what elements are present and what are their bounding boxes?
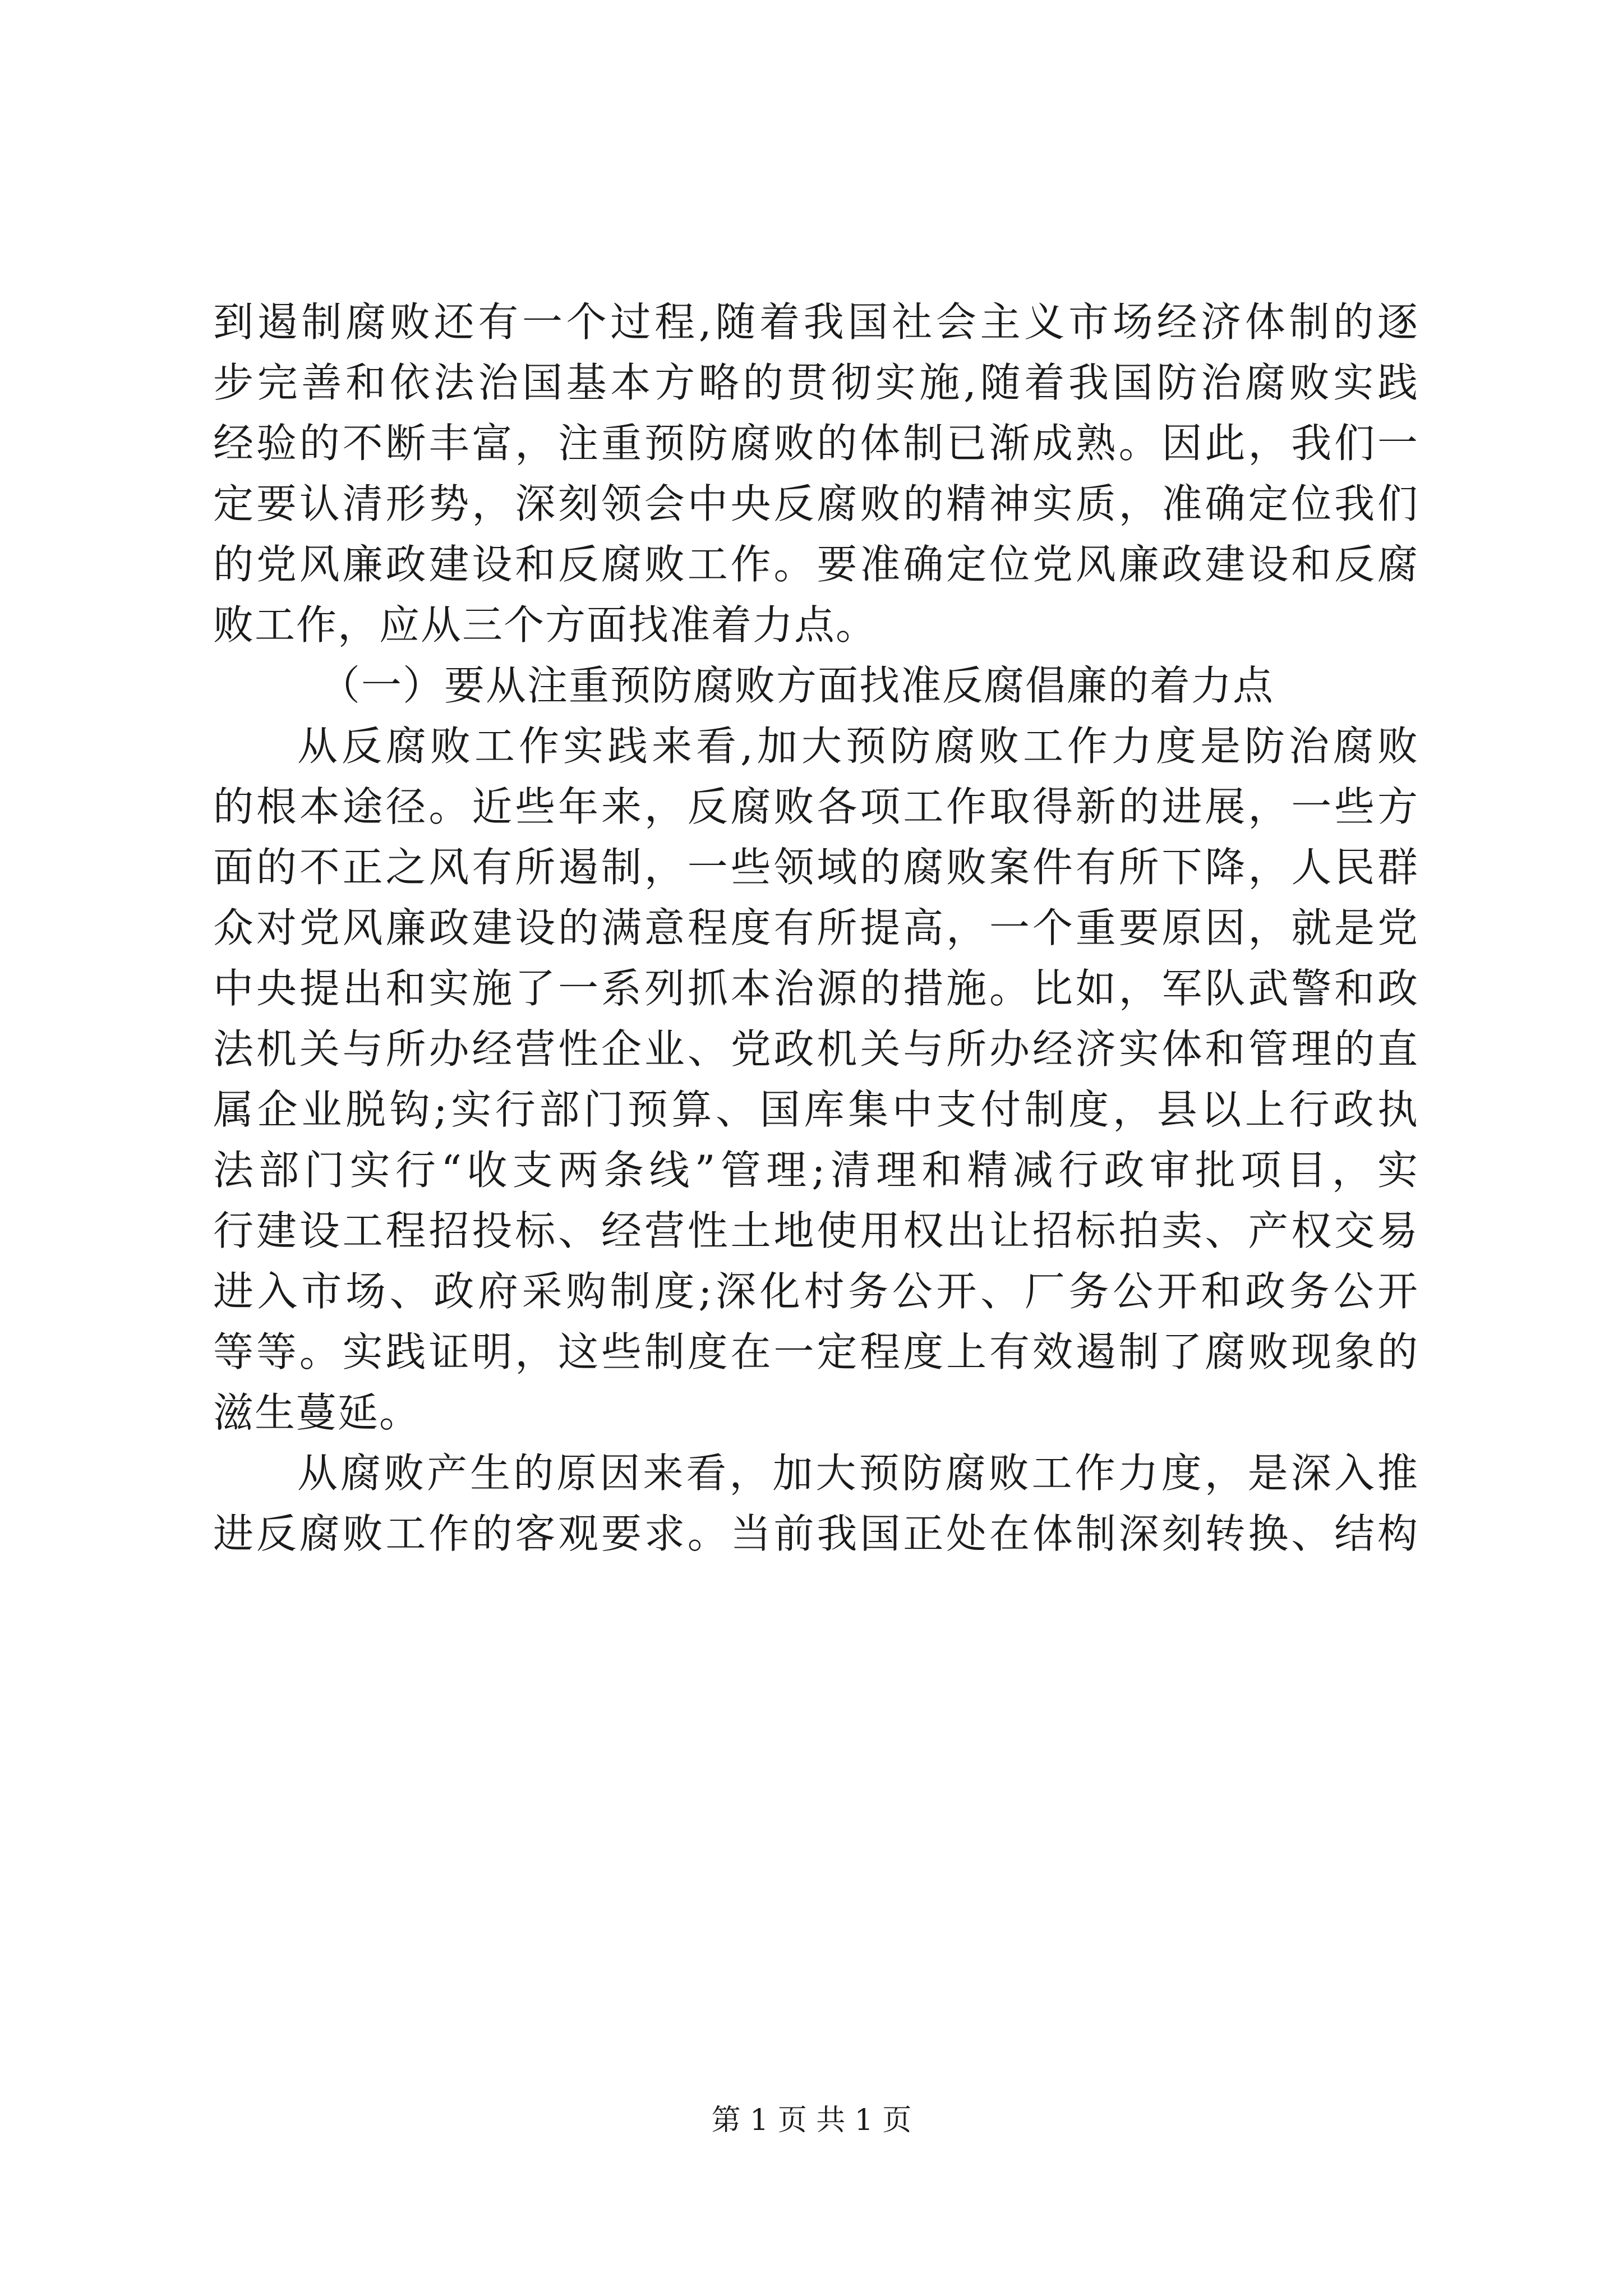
text-line: 败工作，应从三个方面找准着力点。 bbox=[213, 601, 878, 648]
text-line: 步完善和依法治国基本方略的贯彻实施,随着我国防治腐败实践 bbox=[213, 359, 1419, 406]
paragraph-1 bbox=[213, 292, 1419, 655]
text-line: 中央提出和实施了一系列抓本治源的措施。比如，军队武警和政 bbox=[213, 965, 1419, 1012]
text-line: 行建设工程招投标、经营性土地使用权出让招标拍卖、产权交易 bbox=[213, 1207, 1419, 1254]
text-line: 滋生蔓延。 bbox=[213, 1389, 421, 1436]
text-line: 进入市场、政府采购制度;深化村务公开、厂务公开和政务公开 bbox=[213, 1268, 1419, 1315]
text-line: 众对党风廉政建设的满意程度有所提高，一个重要原因，就是党 bbox=[213, 904, 1419, 951]
text-line: 从反腐败工作实践来看,加大预防腐败工作力度是防治腐败 bbox=[297, 723, 1419, 770]
text-line: 法机关与所办经营性企业、党政机关与所办经济实体和管理的直 bbox=[213, 1025, 1419, 1073]
section-subheading bbox=[213, 655, 1419, 716]
paragraph-2 bbox=[213, 716, 1419, 1443]
subheading-text: （一）要从注重预防腐败方面找准反腐倡廉的着力点 bbox=[320, 662, 1275, 709]
text-line: 经验的不断丰富，注重预防腐败的体制已渐成熟。因此，我们一 bbox=[213, 420, 1419, 467]
document-body bbox=[213, 292, 1419, 1564]
text-line: 定要认清形势，深刻领会中央反腐败的精神实质，准确定位我们 bbox=[213, 480, 1419, 527]
text-line: 面的不正之风有所遏制，一些领域的腐败案件有所下降，人民群 bbox=[213, 844, 1419, 891]
text-line: 的党风廉政建设和反腐败工作。要准确定位党风廉政建设和反腐 bbox=[213, 541, 1419, 588]
text-line: 属企业脱钩;实行部门预算、国库集中支付制度，县以上行政执 bbox=[213, 1086, 1419, 1133]
text-line: 的根本途径。近些年来，反腐败各项工作取得新的进展，一些方 bbox=[213, 783, 1419, 830]
text-line: 进反腐败工作的客观要求。当前我国正处在体制深刻转换、结构 bbox=[213, 1510, 1419, 1557]
text-line: 法部门实行“收支两条线”管理;清理和精减行政审批项目，实 bbox=[213, 1147, 1419, 1194]
text-line: 等等。实践证明，这些制度在一定程度上有效遏制了腐败现象的 bbox=[213, 1328, 1419, 1375]
text-line: 从腐败产生的原因来看，加大预防腐败工作力度，是深入推 bbox=[297, 1450, 1419, 1497]
page-footer bbox=[0, 2101, 1623, 2140]
text-line: 到遏制腐败还有一个过程,随着我国社会主义市场经济体制的逐 bbox=[213, 298, 1419, 346]
page-number: 第 1 页 共 1 页 bbox=[711, 2104, 912, 2137]
paragraph-3 bbox=[213, 1443, 1419, 1564]
